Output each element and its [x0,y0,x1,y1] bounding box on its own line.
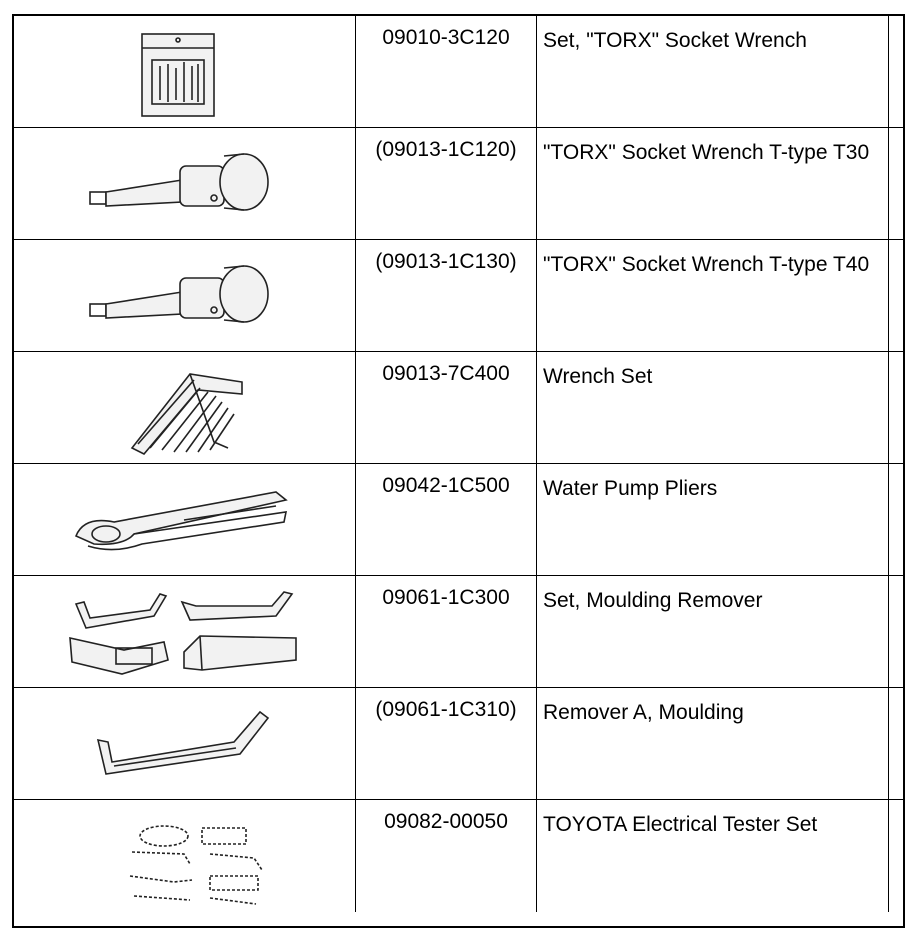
table-row [14,688,903,800]
tool-image-cell [14,16,356,127]
tool-name: "TORX" Socket Wrench T-type T30 [537,128,889,239]
electrical-tester-set-icon [14,800,356,912]
tool-image-cell [14,352,356,463]
moulding-remover-a-icon [14,688,356,800]
torx-t40-socket-icon [14,240,356,352]
table-row [14,16,903,128]
table-row [14,576,903,688]
tools-table [12,14,905,928]
tool-image-cell [14,688,356,799]
tool-name: Remover A, Moulding [537,688,889,799]
part-number: 09013-7C400 [356,352,537,463]
table-row [14,240,903,352]
tool-name: "TORX" Socket Wrench T-type T40 [537,240,889,351]
tool-name: Set, "TORX" Socket Wrench [537,16,889,127]
part-number: (09013-1C130) [356,240,537,351]
tool-image-cell [14,240,356,351]
moulding-remover-set-icon [14,576,356,688]
tool-image-cell [14,464,356,575]
tool-image-cell [14,128,356,239]
tool-name: Set, Moulding Remover [537,576,889,687]
part-number: 09042-1C500 [356,464,537,575]
tool-name: Water Pump Pliers [537,464,889,575]
part-number: 09010-3C120 [356,16,537,127]
torx-t30-socket-icon [14,128,356,240]
tool-image-cell [14,800,356,912]
torx-socket-set-icon [14,16,356,128]
water-pump-pliers-icon [14,464,356,576]
part-number: (09013-1C120) [356,128,537,239]
tool-image-cell [14,576,356,687]
part-number: (09061-1C310) [356,688,537,799]
table-row [14,464,903,576]
tool-name: TOYOTA Electrical Tester Set [537,800,889,912]
table-row [14,128,903,240]
table-row [14,352,903,464]
table-row [14,800,903,912]
part-number: 09061-1C300 [356,576,537,687]
tool-name: Wrench Set [537,352,889,463]
part-number: 09082-00050 [356,800,537,912]
hex-wrench-set-icon [14,352,356,464]
